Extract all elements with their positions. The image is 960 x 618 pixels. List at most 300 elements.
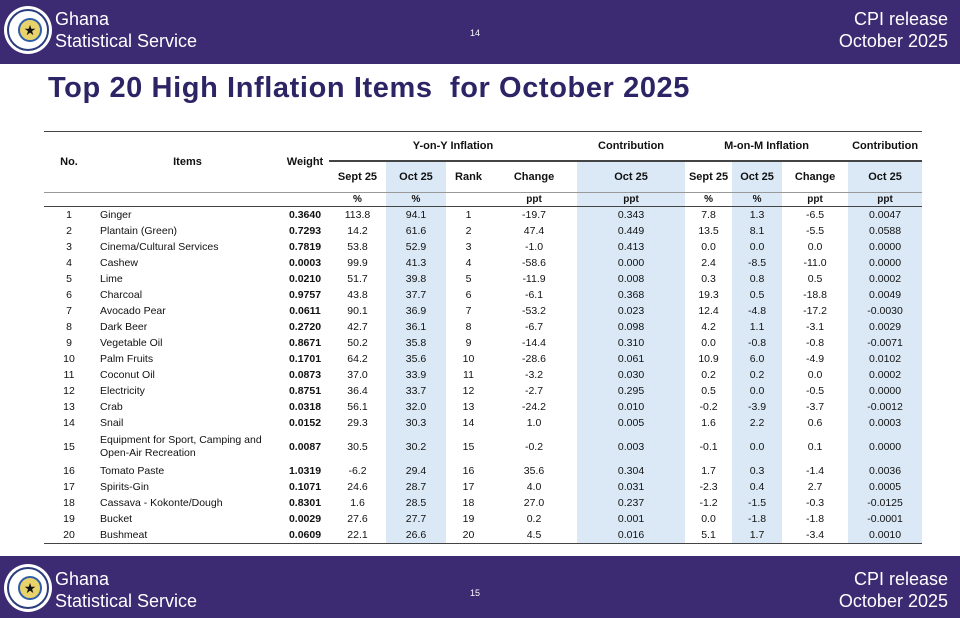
cell-yoy-change: 27.0 [523,497,545,509]
cell-yoy-oct25: 30.3 [386,415,446,431]
cell-contrib-oct25: 0.030 [577,367,685,383]
cell-yoy-sept25: 1.6 [350,497,365,509]
cell-contrib2-oct25: 0.0049 [848,287,922,303]
inflation-table [44,131,922,544]
cell-yoy-change: -19.7 [522,209,546,221]
cell-contrib-oct25: 0.016 [577,527,685,544]
group-header-mom: M-on-M Inflation [685,132,848,162]
cell-mom-sept25: 12.4 [698,305,719,317]
org-name-line1: Ghana [55,9,110,29]
cell-contrib2-oct25: 0.0000 [848,239,922,255]
cell-mom-oct25: -0.8 [732,335,782,351]
cell-contrib-oct25: 0.343 [577,207,685,224]
cell-yoy-oct25: 94.1 [386,207,446,224]
cell-mom-sept25: 2.4 [701,257,716,269]
unit-cell: % [685,193,732,207]
table-row [44,223,922,239]
cell-yoy-oct25: 28.7 [386,479,446,495]
release-label [839,8,948,52]
cell-mom-change: 0.0 [807,369,823,381]
cell-mom-change: -1.4 [806,465,825,477]
group-header-contribution-1: Contribution [577,132,685,162]
cell-rank: 8 [465,321,472,333]
footer-banner [0,556,960,618]
cell-weight: 0.0873 [288,369,322,381]
cell-contrib-oct25: 0.310 [577,335,685,351]
cell-item: Cashew [100,257,138,269]
footer-release-label [839,568,948,612]
cell-contrib2-oct25: -0.0001 [848,511,922,527]
cell-contrib2-oct25: 0.0047 [848,207,922,224]
cell-mom-oct25: 1.1 [732,319,782,335]
cell-mom-change: -17.2 [803,305,828,317]
cell-yoy-oct25: 36.9 [386,303,446,319]
cell-yoy-change: -2.7 [524,385,544,397]
cell-weight: 0.0210 [288,273,322,285]
unit-cell [446,193,491,207]
cell-mom-change: -0.5 [806,385,825,397]
cell-mom-sept25: 1.6 [701,417,716,429]
cell-mom-sept25: 5.1 [685,527,732,544]
cell-rank: 9 [465,337,472,349]
unit-cell-items [94,193,281,207]
cell-yoy-change: -3.2 [524,369,544,381]
cell-contrib-oct25: 0.005 [577,415,685,431]
table-row [44,207,922,224]
cell-mom-oct25: 8.1 [732,223,782,239]
table-row [44,303,922,319]
unit-cell: ppt [491,193,577,207]
header-banner [0,0,960,64]
cell-yoy-oct25: 32.0 [386,399,446,415]
cell-yoy-change: -6.7 [524,321,544,333]
unit-cell-weight [281,193,329,207]
footer-release-line2: October 2025 [838,591,948,611]
cell-no: 10 [63,353,75,365]
cell-yoy-sept25: 90.1 [347,305,368,317]
col-header-mom-sept25: Sept 25 [688,171,729,183]
footer-page-number: 15 [470,588,481,598]
cell-mom-oct25: 0.4 [732,479,782,495]
footer-org-line2: Statistical Service [55,591,198,611]
cell-rank: 19 [462,513,475,525]
cell-yoy-change: -0.2 [524,441,544,453]
cell-contrib-oct25: 0.368 [577,287,685,303]
table-row [44,255,922,271]
cell-rank: 6 [465,289,472,301]
cell-no: 18 [63,497,75,509]
cell-item: Spirits-Gin [100,481,150,493]
table-row [44,495,922,511]
cell-mom-oct25: 0.0 [732,431,782,463]
cell-mom-change: -3.1 [806,321,825,333]
table-row [44,511,922,527]
cell-rank: 12 [462,385,475,397]
cell-rank: 3 [465,241,472,253]
unit-cell-no [44,193,94,207]
cell-contrib2-oct25: 0.0000 [848,431,922,463]
cell-contrib-oct25: 0.304 [577,463,685,479]
cell-weight: 1.0319 [288,465,322,477]
cell-mom-change: -11.0 [803,257,827,269]
table-row [44,351,922,367]
cell-contrib-oct25: 0.237 [577,495,685,511]
cell-mom-oct25: 2.2 [732,415,782,431]
cell-rank: 18 [462,497,475,509]
table-row [44,319,922,335]
cell-no: 17 [63,481,75,493]
cell-contrib-oct25: 0.008 [577,271,685,287]
cell-mom-change: -0.3 [806,497,825,509]
logo-emblem [18,18,42,42]
table-row [44,479,922,495]
cell-yoy-oct25: 33.7 [386,383,446,399]
cell-item: Electricity [100,385,145,397]
cell-contrib2-oct25: 0.0003 [848,415,922,431]
cell-yoy-sept25: 43.8 [347,289,368,301]
units-row [44,193,922,207]
cell-contrib-oct25: 0.031 [577,479,685,495]
cell-yoy-oct25: 61.6 [386,223,446,239]
col-header-rank: Rank [455,171,482,183]
cell-weight: 0.0609 [281,527,329,544]
cell-contrib-oct25: 0.003 [577,431,685,463]
cell-mom-sept25: 4.2 [701,321,716,333]
cell-yoy-change: 47.4 [523,225,545,237]
cell-no: 9 [66,337,72,349]
page-title: Top 20 High Inflation Items for October 2025 [48,72,691,104]
cell-mom-change: -18.8 [803,289,828,301]
cell-contrib-oct25: 0.449 [577,223,685,239]
cell-yoy-sept25: 42.7 [347,321,368,333]
cell-rank: 20 [446,527,491,544]
cell-weight: 0.8751 [288,385,322,397]
table-row [44,271,922,287]
cell-rank: 7 [465,305,472,317]
cell-contrib-oct25: 0.413 [577,239,685,255]
cell-mom-sept25: 0.0 [701,337,716,349]
cell-mom-change: -3.7 [806,401,825,413]
cell-weight: 0.7293 [288,225,322,237]
cell-yoy-sept25: 51.7 [347,273,368,285]
cell-yoy-change: 0.2 [526,513,542,525]
cell-mom-change: -6.5 [806,209,825,221]
cell-mom-sept25: -1.2 [699,497,718,509]
cell-mom-change: -0.8 [806,337,825,349]
table-row [44,367,922,383]
unit-cell: % [329,193,386,207]
cell-contrib2-oct25: -0.0125 [848,495,922,511]
cell-yoy-change: -14.4 [522,337,546,349]
cell-contrib-oct25: 0.023 [577,303,685,319]
cell-rank: 13 [462,401,475,413]
cell-no: 3 [66,241,72,253]
cell-weight: 0.0318 [288,401,322,413]
cell-yoy-oct25: 36.1 [386,319,446,335]
cell-weight: 0.0003 [288,257,322,269]
table-row [44,415,922,431]
cell-item: Vegetable Oil [100,337,163,349]
cell-mom-oct25: -1.5 [732,495,782,511]
cell-weight: 0.0087 [288,441,322,453]
col-header-mom-oct25: Oct 25 [732,161,782,193]
cell-yoy-oct25: 28.5 [386,495,446,511]
cell-rank: 16 [462,465,475,477]
cell-no: 13 [63,401,75,413]
cell-mom-oct25: 0.0 [732,239,782,255]
cell-yoy-sept25: 56.1 [347,401,368,413]
cell-mom-oct25: 1.7 [732,527,782,544]
cell-contrib-oct25: 0.295 [577,383,685,399]
cell-yoy-sept25: 22.1 [329,527,386,544]
cell-mom-sept25: -2.3 [699,481,718,493]
table-body [44,207,922,544]
cell-rank: 11 [463,369,474,381]
cell-weight: 0.9757 [288,289,322,301]
unit-cell: ppt [782,193,848,207]
cell-item: Coconut Oil [100,369,155,381]
cell-yoy-change: -28.6 [522,353,546,365]
cell-mom-sept25: 10.9 [698,353,719,365]
cell-weight: 0.0611 [289,305,321,317]
cell-rank: 10 [462,353,475,365]
cell-no: 5 [66,273,72,285]
page-number: 14 [470,28,481,38]
cell-weight: 0.1071 [288,481,322,493]
logo-emblem [18,576,42,600]
cell-mom-sept25: -0.1 [699,441,718,453]
cell-yoy-oct25: 27.7 [386,511,446,527]
cell-yoy-sept25: 99.9 [347,257,368,269]
cell-item: Charcoal [100,289,143,301]
unit-cell: ppt [848,193,922,207]
cell-yoy-oct25: 30.2 [386,431,446,463]
col-header-no: No. [44,132,94,193]
col-header-sept25: Sept 25 [337,171,378,183]
cell-yoy-change: -1.0 [524,241,544,253]
cell-yoy-oct25: 26.6 [386,527,446,544]
cell-contrib2-oct25: 0.0036 [848,463,922,479]
table-row [44,335,922,351]
cell-contrib2-oct25: 0.0005 [848,479,922,495]
cell-yoy-sept25: 36.4 [347,385,368,397]
cell-weight: 0.1701 [288,353,322,365]
cell-weight: 0.3640 [288,209,322,221]
cell-yoy-oct25: 35.8 [386,335,446,351]
cell-mom-sept25: 0.0 [701,241,716,253]
cell-mom-sept25: -0.2 [699,401,718,413]
cell-mom-oct25: -3.9 [732,399,782,415]
col-header-oct25: Oct 25 [386,161,446,193]
cell-yoy-sept25: 27.6 [347,513,368,525]
star-icon: ★ [23,580,37,596]
cell-weight: 0.0152 [288,417,322,429]
cell-yoy-sept25: 24.6 [347,481,368,493]
cell-contrib-oct25: 0.098 [577,319,685,335]
cell-yoy-oct25: 35.6 [386,351,446,367]
cell-mom-sept25: 0.3 [701,273,716,285]
cell-yoy-change: 4.5 [491,527,577,544]
cell-no: 6 [66,289,72,301]
cell-item: Cinema/Cultural Services [100,241,219,253]
org-name [55,8,197,52]
cell-mom-change: -4.9 [806,353,825,365]
cell-contrib2-oct25: 0.0029 [848,319,922,335]
cell-yoy-sept25: 30.5 [347,441,368,453]
table-row [44,527,922,544]
cell-yoy-sept25: 113.8 [344,209,371,221]
unit-cell: % [732,193,782,207]
cell-item: Plantain (Green) [100,225,178,237]
cell-no: 14 [63,417,75,429]
cell-mom-change: 2.7 [807,481,823,493]
cell-no: 12 [63,385,75,397]
cell-weight: 0.8671 [288,337,322,349]
col-header-contrib-oct25: Oct 25 [577,161,685,193]
cell-mom-oct25: 0.2 [732,367,782,383]
header-row-groups [44,132,922,162]
cell-mom-oct25: 0.3 [732,463,782,479]
cell-item: Bucket [100,513,133,525]
cell-item: Tomato Paste [100,465,165,477]
table-row [44,287,922,303]
cell-yoy-sept25: 37.0 [347,369,368,381]
cell-mom-change: -1.8 [806,513,825,525]
cell-rank: 1 [465,209,472,221]
col-header-contrib2-oct25: Oct 25 [848,161,922,193]
cell-yoy-change: -11.9 [522,273,546,285]
col-header-change: Change [513,171,555,183]
col-header-items: Items [94,132,281,193]
cell-item: Equipment for Sport, Camping and Open-Air Recreation [100,434,262,459]
cell-weight: 0.0029 [288,513,322,525]
cell-contrib2-oct25: 0.0588 [848,223,922,239]
cell-yoy-oct25: 52.9 [386,239,446,255]
cell-mom-sept25: 19.3 [698,289,719,301]
cell-yoy-sept25: 29.3 [347,417,368,429]
table-row [44,383,922,399]
cell-yoy-change: -24.2 [522,401,546,413]
cell-mom-oct25: 0.0 [732,383,782,399]
col-header-mom-change: Change [794,171,836,183]
cell-item: Bushmeat [94,527,281,544]
cell-contrib2-oct25: -0.0030 [848,303,922,319]
cell-yoy-change: -58.6 [522,257,546,269]
cell-mom-oct25: 0.5 [732,287,782,303]
cell-mom-sept25: 13.5 [698,225,719,237]
release-line1: CPI release [853,9,948,29]
cell-item: Palm Fruits [100,353,154,365]
cell-rank: 14 [462,417,475,429]
cell-mom-sept25: 0.0 [701,513,716,525]
cell-yoy-sept25: 50.2 [347,337,368,349]
cell-yoy-sept25: 14.2 [347,225,368,237]
cell-yoy-change: 4.0 [526,481,542,493]
cell-contrib-oct25: 0.000 [577,255,685,271]
cell-rank: 2 [465,225,472,237]
cell-contrib-oct25: 0.001 [577,511,685,527]
cell-mom-oct25: 0.8 [732,271,782,287]
cell-contrib2-oct25: 0.0000 [848,383,922,399]
cell-no: 11 [63,369,75,381]
cell-no: 7 [66,305,72,317]
cell-contrib2-oct25: -0.0012 [848,399,922,415]
org-name-line2: Statistical Service [55,31,198,51]
cell-mom-change: 0.1 [807,441,823,453]
cell-mom-sept25: 0.5 [701,385,716,397]
cell-mom-change: 0.5 [807,273,823,285]
cell-mom-change: 0.6 [807,417,823,429]
cell-no: 19 [63,513,75,525]
cell-rank: 17 [462,481,475,493]
cell-contrib-oct25: 0.010 [577,399,685,415]
cell-mom-change: -3.4 [782,527,848,544]
cell-contrib2-oct25: 0.0102 [848,351,922,367]
cell-mom-oct25: 1.3 [732,207,782,224]
cell-contrib2-oct25: 0.0000 [848,255,922,271]
inflation-table-container [44,131,922,544]
cell-mom-sept25: 1.7 [701,465,716,477]
cell-mom-oct25: -8.5 [732,255,782,271]
unit-cell: % [386,193,446,207]
cell-yoy-oct25: 41.3 [386,255,446,271]
cell-mom-oct25: -4.8 [732,303,782,319]
cell-yoy-change: -6.1 [524,289,544,301]
gss-logo-icon [4,564,52,612]
footer-org-line1: Ghana [55,569,110,589]
cell-mom-oct25: -1.8 [732,511,782,527]
cell-no: 1 [66,209,72,221]
col-header-weight: Weight [281,132,329,193]
release-line2: October 2025 [838,31,948,51]
cell-mom-change: -5.5 [806,225,825,237]
cell-item: Lime [100,273,123,285]
cell-weight: 0.8301 [288,497,322,509]
footer-release-line1: CPI release [853,569,948,589]
cell-no: 8 [66,321,72,333]
cell-item: Crab [100,401,123,413]
cell-yoy-sept25: 64.2 [347,353,368,365]
table-row [44,399,922,415]
cell-contrib2-oct25: -0.0071 [848,335,922,351]
cell-rank: 4 [465,257,472,269]
cell-rank: 5 [465,273,472,285]
cell-item: Snail [100,417,124,429]
cell-item: Dark Beer [100,321,148,333]
cell-yoy-oct25: 39.8 [386,271,446,287]
cell-item: Cassava - Kokonte/Dough [100,497,223,509]
cell-no: 15 [63,441,75,453]
cell-mom-sept25: 7.8 [701,209,716,221]
cell-rank: 15 [462,441,475,453]
cell-yoy-change: 35.6 [523,465,545,477]
cell-no: 4 [66,257,72,269]
table-row [44,431,922,463]
cell-mom-change: 0.0 [807,241,823,253]
cell-yoy-change: 1.0 [526,417,542,429]
table-row [44,239,922,255]
cell-no: 16 [63,465,75,477]
cell-yoy-sept25: -6.2 [348,465,367,477]
group-header-contribution-2: Contribution [848,132,922,162]
cell-item: Avocado Pear [100,305,166,317]
cell-yoy-oct25: 37.7 [386,287,446,303]
cell-contrib2-oct25: 0.0002 [848,367,922,383]
cell-no: 20 [44,527,94,544]
footer-org-name [55,568,197,612]
cell-item: Ginger [100,209,132,221]
cell-mom-oct25: 6.0 [732,351,782,367]
